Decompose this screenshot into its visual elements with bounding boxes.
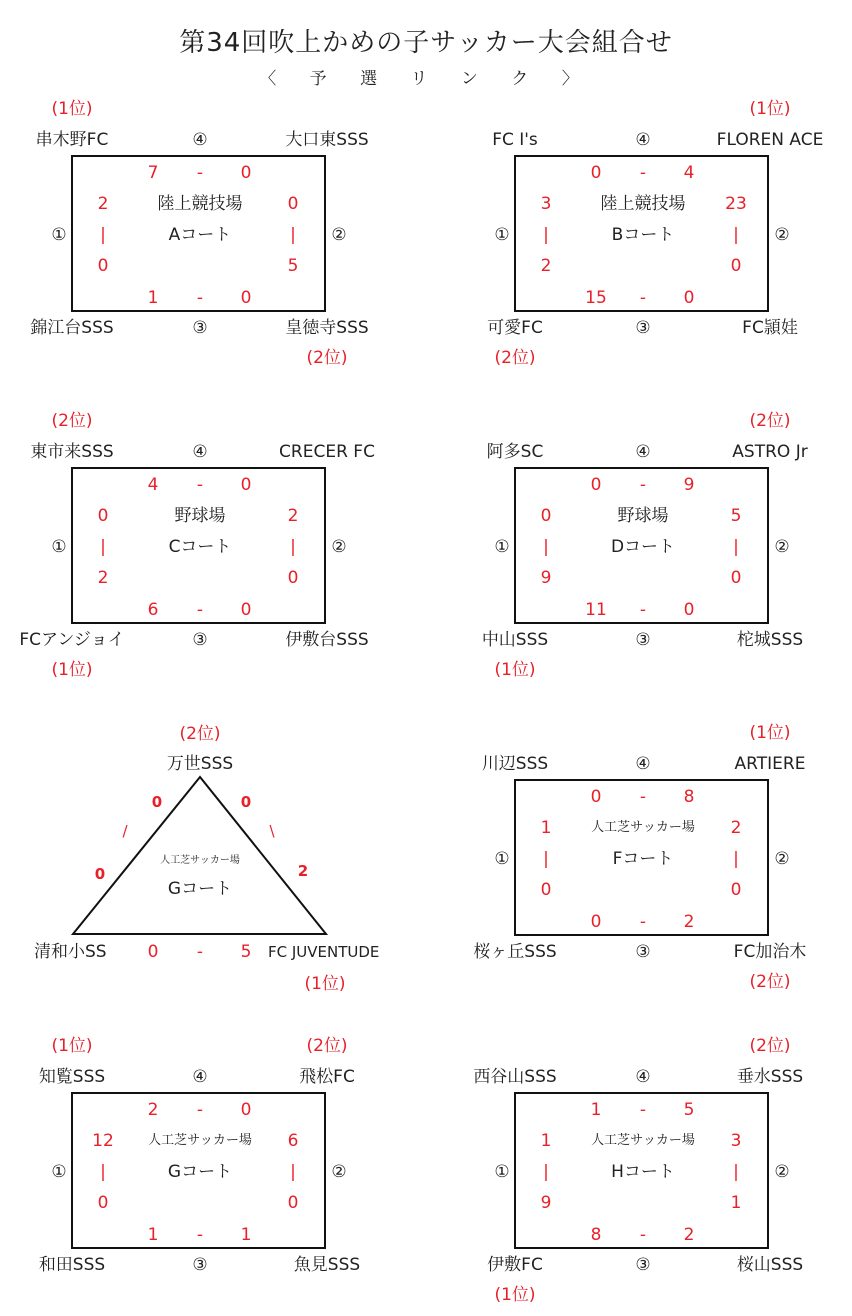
group-block [0, 937, 409, 1275]
group-block [443, 624, 852, 992]
match-number: ④ [635, 754, 651, 774]
score-value: 8 [683, 787, 695, 807]
team-name: 清和小SS [34, 942, 107, 962]
score-separator: | [100, 537, 106, 557]
score-value: 2 [540, 256, 552, 276]
score-separator: | [733, 1162, 739, 1182]
score-value: 0 [683, 600, 695, 620]
score-separator: - [196, 1225, 204, 1245]
team-name: 阿多SC [486, 442, 544, 462]
score-value: 3 [730, 1131, 742, 1151]
score-value: 2 [683, 912, 695, 932]
rank-label: (2位) [51, 411, 93, 431]
score-separator: / [122, 822, 128, 840]
team-name: FC頴娃 [742, 318, 798, 338]
team-name: 桜ヶ丘SSS [473, 942, 557, 962]
court-label: Bコート [611, 225, 675, 245]
team-name: 柁城SSS [736, 630, 804, 650]
rank-label: (2位) [306, 1036, 348, 1056]
score-value: 0 [240, 1100, 252, 1120]
score-value: 0 [287, 568, 299, 588]
team-name: 桜山SSS [736, 1255, 804, 1275]
group-block [443, 0, 852, 368]
rank-label: (2位) [749, 972, 791, 992]
venue-label: 陸上競技場 [157, 194, 243, 214]
match-number: ① [494, 225, 510, 245]
team-name: 中山SSS [481, 630, 549, 650]
score-value: 2 [287, 506, 299, 526]
score-value: 0 [683, 288, 695, 308]
team-name: FCアンジョイ [19, 630, 125, 650]
rank-label: (2位) [179, 724, 221, 744]
score-separator: \ [269, 822, 275, 840]
score-value: 0 [540, 880, 552, 900]
match-number: ② [774, 849, 790, 869]
score-value: 0 [97, 256, 109, 276]
score-value: 4 [147, 475, 159, 495]
score-value: 0 [94, 865, 106, 883]
score-value: 5 [240, 942, 252, 962]
score-value: 8 [590, 1225, 602, 1245]
team-name: CRECER FC [279, 442, 375, 462]
score-value: 9 [540, 1193, 552, 1213]
match-number: ② [331, 537, 347, 557]
score-separator: - [639, 787, 647, 807]
score-value: 2 [683, 1225, 695, 1245]
team-name: 知覧SSS [38, 1067, 106, 1087]
team-name: 万世SSS [166, 754, 234, 774]
score-value: 0 [147, 942, 159, 962]
group-block [0, 624, 409, 994]
score-separator: - [196, 475, 204, 495]
score-value: 9 [540, 568, 552, 588]
score-separator: | [543, 849, 549, 869]
score-separator: | [733, 849, 739, 869]
score-value: 6 [287, 1131, 299, 1151]
score-value: 2 [297, 862, 309, 880]
match-number: ③ [192, 1255, 208, 1275]
score-separator: - [639, 1100, 647, 1120]
match-number: ③ [635, 942, 651, 962]
page-subtitle: 〈 予 選 リ ン ク 〉 [259, 69, 593, 89]
match-number: ④ [192, 130, 208, 150]
score-value: 1 [240, 1225, 252, 1245]
match-number: ④ [635, 442, 651, 462]
score-value: 5 [683, 1100, 695, 1120]
score-separator: - [639, 475, 647, 495]
score-value: 1 [590, 1100, 602, 1120]
score-value: 0 [97, 1193, 109, 1213]
team-name: FC加治木 [733, 942, 807, 962]
court-label: Aコート [168, 225, 232, 245]
rank-label: (2位) [494, 348, 536, 368]
rank-label: (2位) [749, 411, 791, 431]
rank-label: (1位) [749, 99, 791, 119]
score-value: 0 [540, 506, 552, 526]
court-label: Cコート [168, 537, 232, 557]
score-separator: - [196, 288, 204, 308]
match-number: ① [51, 537, 67, 557]
score-value: 0 [590, 787, 602, 807]
score-value: 0 [730, 256, 742, 276]
score-value: 7 [147, 163, 159, 183]
match-number: ③ [192, 318, 208, 338]
team-name: 錦江台SSS [30, 318, 114, 338]
court-label: Fコート [612, 849, 674, 869]
score-separator: | [543, 1162, 549, 1182]
rank-label: (2位) [306, 348, 348, 368]
match-number: ② [774, 537, 790, 557]
team-name: 飛松FC [299, 1067, 355, 1087]
score-separator: - [639, 163, 647, 183]
match-number: ② [774, 1162, 790, 1182]
rank-label: (1位) [51, 660, 93, 680]
score-value: 3 [540, 194, 552, 214]
score-value: 0 [590, 163, 602, 183]
team-name: ASTRO Jr [732, 442, 808, 462]
team-name: 西谷山SSS [473, 1067, 557, 1087]
score-value: 0 [240, 600, 252, 620]
team-name: ARTIERE [734, 754, 806, 774]
rank-label: (1位) [494, 660, 536, 680]
match-number: ④ [192, 442, 208, 462]
court-label: Gコート [167, 879, 233, 899]
venue-label: 人工芝サッカー場 [591, 1133, 695, 1148]
venue-label: 陸上競技場 [600, 194, 686, 214]
score-separator: | [290, 1162, 296, 1182]
score-value: 11 [585, 600, 607, 620]
team-name: FC JUVENTUDE [268, 943, 380, 961]
venue-label: 野球場 [174, 506, 226, 526]
score-value: 0 [240, 288, 252, 308]
score-value: 0 [240, 475, 252, 495]
rank-label: (1位) [51, 99, 93, 119]
rank-label: (1位) [749, 723, 791, 743]
score-separator: - [639, 288, 647, 308]
team-name: 皇徳寺SSS [285, 318, 369, 338]
match-number: ① [51, 225, 67, 245]
team-name: 魚見SSS [293, 1255, 361, 1275]
score-value: 5 [730, 506, 742, 526]
score-value: 0 [287, 194, 299, 214]
venue-label: 野球場 [617, 506, 669, 526]
score-separator: | [290, 225, 296, 245]
score-value: 12 [92, 1131, 114, 1151]
score-value: 1 [540, 1131, 552, 1151]
court-label: Hコート [611, 1162, 675, 1182]
team-name: FLOREN ACE [716, 130, 824, 150]
score-value: 4 [683, 163, 695, 183]
team-name: 伊敷FC [487, 1255, 543, 1275]
score-separator: - [639, 1225, 647, 1245]
score-value: 6 [147, 600, 159, 620]
venue-label: 人工芝サッカー場 [148, 1133, 252, 1148]
score-value: 0 [730, 880, 742, 900]
score-value: 15 [585, 288, 607, 308]
score-value: 9 [683, 475, 695, 495]
match-number: ④ [635, 1067, 651, 1087]
match-number: ④ [635, 130, 651, 150]
group-block [443, 937, 852, 1305]
score-value: 2 [97, 568, 109, 588]
score-separator: | [733, 225, 739, 245]
score-value: 2 [730, 818, 742, 838]
score-separator: | [543, 537, 549, 557]
score-value: 0 [240, 793, 252, 811]
team-name: 可愛FC [487, 318, 543, 338]
score-value: 1 [540, 818, 552, 838]
score-separator: - [196, 942, 204, 962]
team-name: 川辺SSS [481, 754, 549, 774]
score-value: 23 [725, 194, 747, 214]
venue-label: 人工芝サッカー場 [160, 855, 240, 866]
score-value: 0 [151, 793, 163, 811]
team-name: 和田SSS [38, 1255, 106, 1275]
score-separator: - [639, 600, 647, 620]
venue-label: 人工芝サッカー場 [591, 820, 695, 835]
score-value: 1 [147, 288, 159, 308]
score-value: 0 [590, 912, 602, 932]
team-name: 東市来SSS [30, 442, 114, 462]
team-name: FC I's [492, 130, 538, 150]
team-name: 大口東SSS [285, 130, 369, 150]
score-value: 1 [147, 1225, 159, 1245]
score-value: 2 [147, 1100, 159, 1120]
rank-label: (1位) [494, 1285, 536, 1305]
court-label: Dコート [610, 537, 676, 557]
score-separator: | [100, 225, 106, 245]
score-separator: | [100, 1162, 106, 1182]
match-number: ② [331, 225, 347, 245]
group-block [0, 0, 409, 368]
score-value: 2 [97, 194, 109, 214]
match-number: ③ [635, 318, 651, 338]
team-name: 垂水SSS [736, 1067, 804, 1087]
score-value: 0 [97, 506, 109, 526]
team-name: 串木野FC [35, 130, 109, 150]
score-value: 1 [730, 1193, 742, 1213]
score-separator: - [196, 163, 204, 183]
rank-label: (1位) [304, 974, 346, 994]
match-number: ① [494, 849, 510, 869]
rank-label: (1位) [51, 1036, 93, 1056]
score-separator: | [290, 537, 296, 557]
court-label: Gコート [167, 1162, 233, 1182]
score-value: 0 [730, 568, 742, 588]
score-separator: - [196, 1100, 204, 1120]
match-number: ③ [635, 1255, 651, 1275]
match-number: ② [331, 1162, 347, 1182]
match-number: ④ [192, 1067, 208, 1087]
match-number: ③ [192, 630, 208, 650]
match-number: ③ [635, 630, 651, 650]
score-value: 0 [287, 1193, 299, 1213]
match-number: ① [51, 1162, 67, 1182]
page-title: 第34回吹上かめの子サッカー大会組合せ [179, 28, 673, 58]
score-separator: | [733, 537, 739, 557]
score-value: 0 [240, 163, 252, 183]
match-number: ① [494, 1162, 510, 1182]
score-value: 0 [590, 475, 602, 495]
match-number: ① [494, 537, 510, 557]
group-block [443, 312, 852, 680]
score-separator: - [196, 600, 204, 620]
rank-label: (2位) [749, 1036, 791, 1056]
group-block [0, 312, 409, 680]
team-name: 伊敷台SSS [285, 630, 369, 650]
score-separator: - [639, 912, 647, 932]
match-number: ② [774, 225, 790, 245]
score-separator: | [543, 225, 549, 245]
score-value: 5 [287, 256, 299, 276]
